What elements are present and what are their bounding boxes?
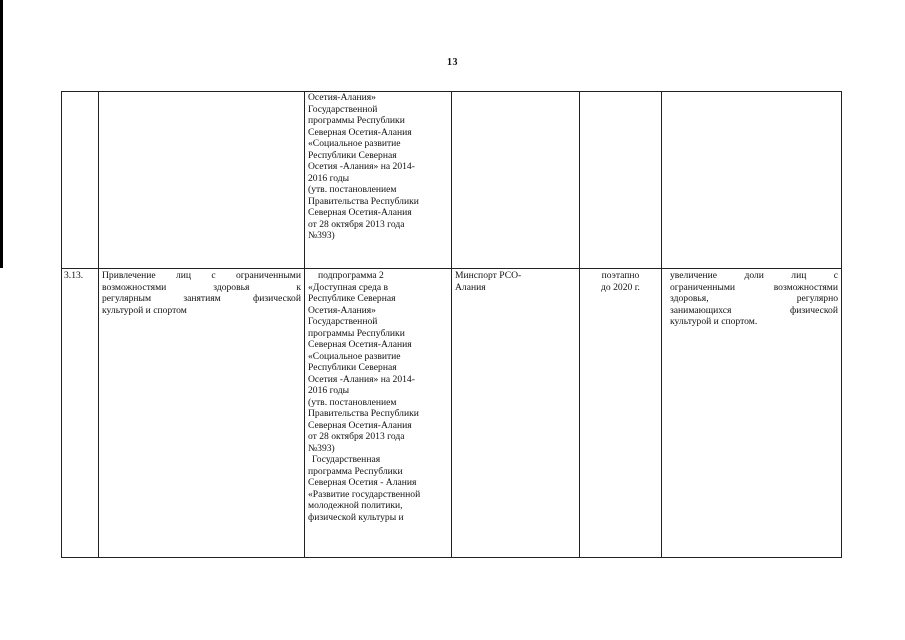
program-line: Государственной [308, 316, 378, 327]
cell-result [662, 269, 842, 558]
cell-measure [99, 269, 305, 558]
program-line: Государственная [312, 454, 381, 465]
program-line: Республики Северная [308, 149, 397, 161]
program-line: Правительства Республики [308, 408, 419, 419]
program-line: (утв. постановлением [308, 396, 397, 408]
program-line: Республики Северная [308, 362, 397, 373]
program-line: Государственной [308, 103, 378, 115]
program-line: программы Республики [308, 327, 405, 339]
cell-program [305, 92, 452, 269]
program-line: программа Республики [308, 465, 403, 477]
program-line: «Социальное развитие [308, 350, 401, 362]
program-line: Северная Осетия - Алания [308, 477, 417, 488]
program-line: Северная Осетия-Алания [308, 207, 412, 218]
cell-executor [452, 269, 580, 558]
program-line: (утв. постановлением [308, 184, 397, 195]
page-number: 13 [447, 57, 458, 68]
program-line: «Развитие государственной [308, 488, 421, 500]
cell-number [62, 92, 99, 269]
program-line: 2016 годы [308, 172, 350, 184]
result-line: здоровья, регулярно [670, 293, 838, 304]
program-line: Северная Осетия-Алания [308, 419, 412, 431]
program-line: Северная Осетия-Алания [308, 126, 412, 138]
table-row-3-13 [62, 269, 842, 558]
executor-line: Минспорт РСО- [455, 270, 522, 281]
table-row-continued [62, 92, 842, 269]
program-line: №393) [308, 442, 335, 454]
row-number: 3.13. [64, 270, 84, 281]
program-line: «Доступная среда в [308, 281, 389, 293]
cell-executor [452, 92, 580, 269]
program-line: Осетия-Алания» [308, 92, 376, 103]
program-line: «Социальное развитие [308, 138, 401, 149]
measures-table [61, 91, 842, 558]
result-line: занимающихся физической [670, 304, 838, 316]
cell-measure [99, 92, 305, 269]
program-line: от 28 октября 2013 года [308, 218, 405, 230]
result-line: увеличение доли лиц с [670, 270, 838, 281]
term-line: поэтапно [601, 270, 640, 281]
program-line: 2016 годы [308, 385, 350, 396]
measure-line: регулярным занятиям физической [102, 293, 301, 304]
cell-result [662, 92, 842, 269]
program-line: Осетия-Алания» [308, 304, 376, 316]
result-line: культурой и спортом. [670, 316, 758, 327]
program-line: №393) [308, 230, 335, 241]
program-line: Северная Осетия-Алания [308, 339, 412, 350]
measure-line: культурой и спортом [102, 304, 187, 316]
program-line: Республике Северная [308, 293, 396, 304]
program-line: от 28 октября 2013 года [308, 431, 405, 442]
measure-line: Привлечение лиц с ограниченными [102, 270, 301, 281]
scan-edge-line [0, 0, 3, 268]
cell-program [305, 269, 452, 558]
cell-number [62, 269, 99, 558]
program-line: программы Республики [308, 115, 405, 126]
measure-line: возможностями здоровья к [102, 281, 301, 293]
cell-term [580, 92, 662, 269]
program-line: подпрограмма 2 [318, 270, 384, 281]
program-line: Осетия -Алания» на 2014- [308, 373, 415, 385]
executor-line: Алания [455, 281, 486, 293]
cell-term [580, 269, 662, 558]
program-line: молодежной политики, [308, 500, 403, 511]
term-line: до 2020 г. [601, 281, 640, 293]
result-line: ограниченными возможностями [670, 281, 838, 293]
program-line: физической культуры и [308, 511, 404, 523]
program-line: Осетия -Алания» на 2014- [308, 161, 415, 172]
program-line: Правительства Республики [308, 195, 419, 207]
